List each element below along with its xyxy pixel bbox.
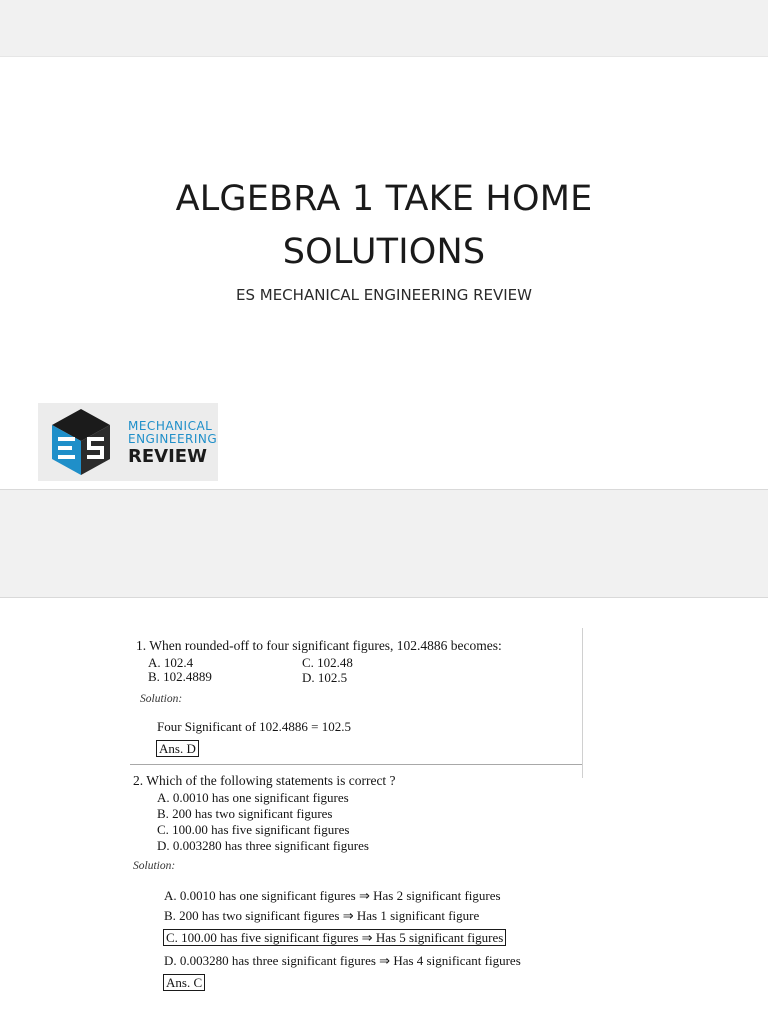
q1-option-b: B. 102.4889 [148, 669, 212, 684]
q2-solution-d: D. 0.003280 has three significant figures ⇒ Has 4 significant figures [164, 953, 521, 968]
q2-option-d: D. 0.003280 has three significant figures [157, 838, 369, 853]
q2-solution-a: A. 0.0010 has one significant figures ⇒ Has 2 significant figures [164, 888, 501, 903]
es-cube-icon [46, 407, 116, 477]
q1-solution-label: Solution: [140, 693, 183, 705]
q2-option-b: B. 200 has two significant figures [157, 806, 333, 821]
question-divider [130, 764, 582, 765]
title-line-2: SOLUTIONS [282, 232, 486, 272]
solutions-slide [0, 597, 768, 1025]
logo-line-1: MECHANICAL [128, 419, 213, 433]
title-line-1: ALGEBRA 1 TAKE HOME [175, 179, 593, 219]
q2-answer-box: Ans. C [163, 974, 205, 991]
q2-solution-b: B. 200 has two significant figures ⇒ Has 1 significant figure [164, 908, 480, 923]
q2-solution-c-boxed: C. 100.00 has five significant figures ⇒ Has 5 significant figures [163, 929, 506, 946]
q1-option-c: C. 102.48 [302, 655, 353, 670]
q1-answer-box: Ans. D [156, 740, 199, 757]
page-frame-line [582, 628, 583, 778]
logo-wordmark [128, 420, 217, 466]
q1-option-a: A. 102.4 [148, 655, 194, 670]
slide-subtitle: ES MECHANICAL ENGINEERING REVIEW [236, 286, 532, 304]
q2-solution-label: Solution: [133, 860, 176, 872]
q2-question: 2. Which of the following statements is correct ? [133, 773, 396, 788]
q1-work: Four Significant of 102.4886 = 102.5 [157, 719, 352, 734]
title-slide [0, 56, 768, 490]
logo-line-3: REVIEW [128, 446, 207, 467]
q2-option-c: C. 100.00 has five significant figures [157, 822, 350, 837]
q1-option-d: D. 102.5 [302, 670, 348, 685]
q1-question: 1. When rounded-off to four significant figures, 102.4886 becomes: [136, 638, 502, 653]
slide-title [0, 173, 768, 279]
es-logo [38, 403, 218, 481]
q2-option-a: A. 0.0010 has one significant figures [157, 790, 349, 805]
logo-line-2: ENGINEERING [128, 432, 218, 446]
